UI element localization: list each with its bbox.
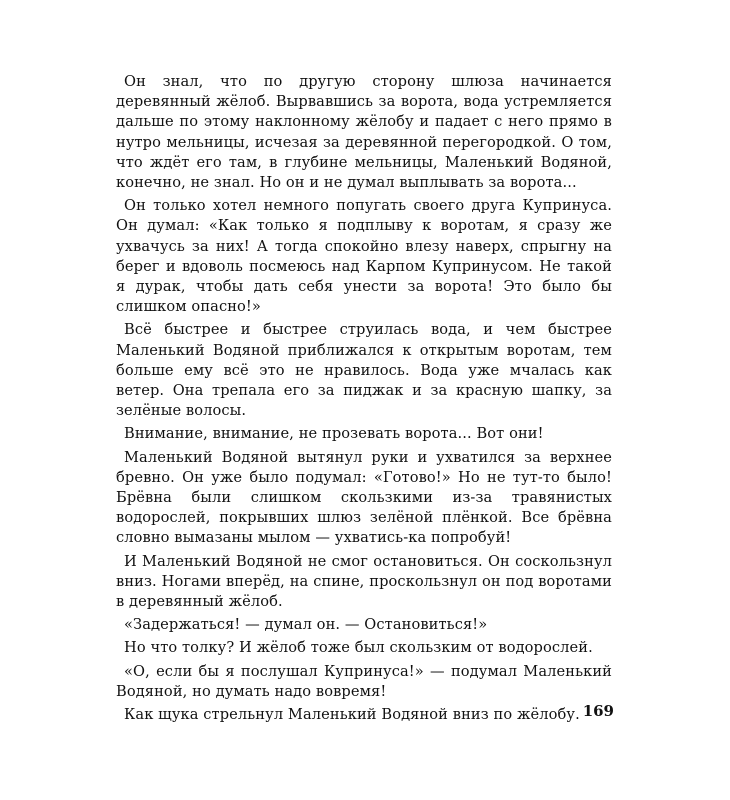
paragraph: Он только хотел немного попугать своего друга Купринуса. Он думал: «Как только я подплыву к воротам, я сразу же ухвачусь за них! А тогда спокойно влезу наверх, спрыгну на берег и вдоволь посмеюсь над Карпом Купринусом. Не такой я дурак, чтобы дать себя унести за ворота! Это было бы слишком опасно!» [116,197,612,316]
paragraph: И Маленький Водяной не смог остановиться. Он соскользнул вниз. Ногами вперёд, на спине, проскользнул он под воротами в деревянный жёлоб. [116,552,612,611]
paragraph: Всё быстрее и быстрее струилась вода, и чем быстрее Маленький Водяной приближался к открытым воротам, тем больше ему всё это не нравилось. Вода уже мчалась как ветер. Она трепала его за пиджак и за красную шапку, за зелёные волосы. [116,321,612,420]
paragraph: Маленький Водяной вытянул руки и ухватился за верхнее бревно. Он уже было подумал: «Готово!» Но не тут-то было! Брёвна были слишком скользкими из-за травянистых водорослей, покрывших шлюз зелёной плёнкой. Все брёвна словно вымазаны мылом — ухватись-ка попробуй! [116,448,612,547]
paragraph: Но что толку? И жёлоб тоже был скользким от водорослей. [124,639,593,657]
paragraph: Он знал, что по другую сторону шлюза начинается деревянный жёлоб. Вырвавшись за ворота, вода устремляется дальше по этому наклонному жёлобу и падает с него прямо в нутро мельницы, исчезая за деревянной перегородкой. О том, что ждёт его там, в глубине мельницы, Маленький Водяной, конечно, не знал. Но он и не думал выплывать за ворота... [116,73,612,192]
paragraph: «Задержаться! — думал он. — Остановиться!» [124,616,488,634]
body-text [116,72,612,728]
paragraph: Внимание, внимание, не прозевать ворота... Вот они! [124,425,544,443]
paragraph: «О, если бы я послушал Купринуса!» — подумал Маленький Водяной, но думать надо вовремя! [116,662,612,700]
page-number: 169 [582,702,614,720]
paragraph: Как щука стрельнул Маленький Водяной вниз по жёлобу. [124,706,580,724]
